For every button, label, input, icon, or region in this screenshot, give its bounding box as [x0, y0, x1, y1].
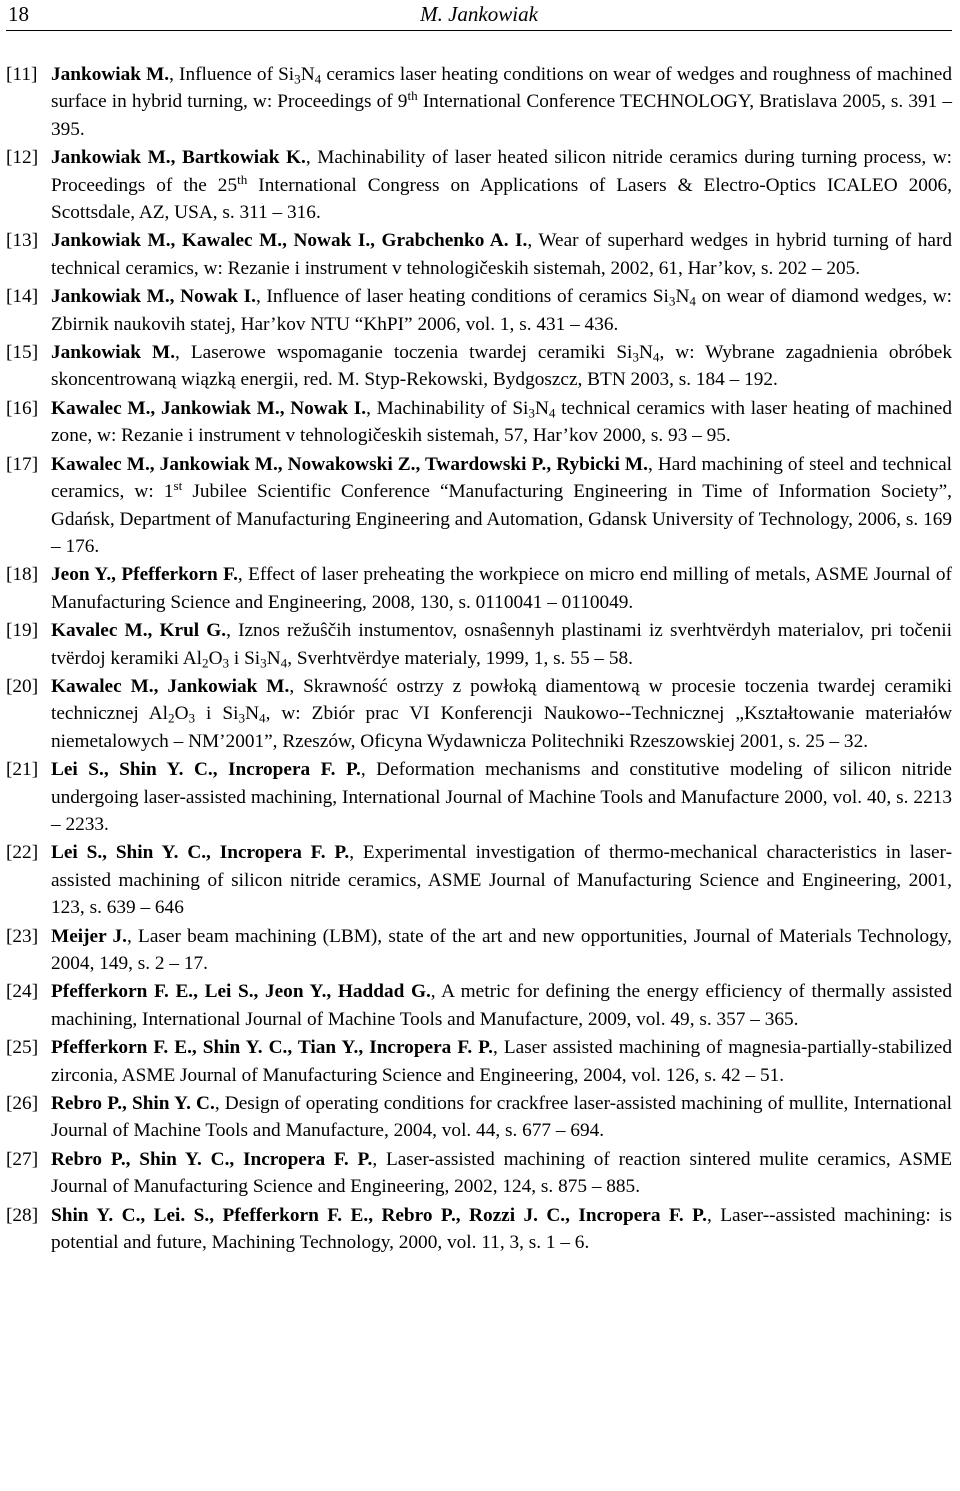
reference-entry — [6, 923, 952, 978]
reference-authors: Rebro P., Shin Y. C. — [51, 1093, 215, 1115]
reference-number: [13] — [6, 230, 39, 252]
reference-entry — [6, 227, 952, 282]
reference-authors: Kawalec M., Jankowiak M., Nowak I. — [51, 397, 367, 419]
reference-number: [22] — [6, 842, 39, 864]
reference-number: [19] — [6, 620, 39, 642]
reference-number: [18] — [6, 564, 39, 586]
reference-authors: Shin Y. C., Lei. S., Pfefferkorn F. E., Rebro P., Rozzi J. C., Incropera F. P. — [51, 1204, 708, 1226]
reference-number: [14] — [6, 286, 39, 308]
reference-number: [17] — [6, 453, 39, 475]
reference-authors: Jankowiak M. — [51, 342, 176, 364]
reference-entry — [6, 339, 952, 394]
reference-number: [20] — [6, 675, 39, 697]
reference-entry — [6, 617, 952, 672]
reference-authors: Rebro P., Shin Y. C., Incropera F. P. — [51, 1148, 373, 1170]
reference-text: , Laser assisted machining of magnesia-partially-stabilized zirconia, ASME Journal of Manufacturing Science and Engineering, 2004, vol. 126, s. 42 – 51. — [51, 1037, 952, 1086]
reference-authors: Pfefferkorn F. E., Shin Y. C., Tian Y., Incropera F. P. — [51, 1037, 494, 1059]
reference-number: [23] — [6, 925, 39, 947]
reference-text: , Influence of laser heating conditions of ceramics $Si_3N_4$ on wear of diamond wedges, w: Zbirnik naukovih statej, Har’kov NTU “KhPI” 2006, vol. 1, s. 431 – 436. — [51, 286, 952, 335]
reference-text: , Machinability of laser heated silicon nitride ceramics during turning process, w: Proceedings of the 25th International Congress on Applications of Lasers & Electro-Optics ICALEO 2006, Scottsdale, AZ, USA, s. 311 – 316. — [51, 147, 953, 224]
reference-number: [21] — [6, 759, 39, 781]
reference-text: , Design of operating conditions for crackfree laser-assisted machining of mullite, International Journal of Machine Tools and Manufacture, 2004, vol. 44, s. 677 – 694. — [51, 1093, 953, 1142]
reference-text: , Skrawność ostrzy z powłoką diamentową w procesie toczenia twardej ceramiki technicznej $Al_2O_3$ i $Si_3N_4$, w: Zbiór prac VI Konferencji Naukowo--Technicznej „Kształtowanie materiałów niemetalowych – NM’2001”, Rzeszów, Oficyna Wydawnicza Politechniki Rzeszowskiej 2001, s. 25 – 32. — [51, 675, 952, 752]
reference-text: , A metric for defining the energy efficiency of thermally assisted machining, International Journal of Machine Tools and Manufacture, 2009, vol. 49, s. 357 – 365. — [51, 981, 952, 1030]
reference-number: [26] — [6, 1093, 39, 1115]
reference-text: , Laserowe wspomaganie toczenia twardej ceramiki $Si_3N_4$, w: Wybrane zagadnienia obróbek skoncentrowaną wiązką energii, red. M. Styp-Rekowski, Bydgoszcz, BTN 2003, s. 184 – 192. — [51, 342, 952, 391]
reference-entry — [6, 1034, 952, 1089]
reference-authors: Lei S., Shin Y. C., Incropera F. P. — [51, 842, 350, 864]
reference-text: , Iznos režuŝčih instumentov, osnaŝennyh plastinami iz sverhtvërdyh materialov, pri točenii tvërdoj keramiki $Al_2O_3$ i $Si_3N_4$, Sverhtvërdye materialy, 1999, 1, s. 55 – 58. — [51, 620, 952, 670]
reference-authors: Meijer J. — [51, 925, 127, 947]
reference-number: [25] — [6, 1037, 39, 1059]
reference-entry — [6, 561, 952, 616]
reference-authors: Jeon Y., Pfefferkorn F. — [51, 564, 238, 586]
reference-text: , Laser--assisted machining: is potential and future, Machining Technology, 2000, vol. 11, 3, s. 1 – 6. — [51, 1204, 952, 1254]
reference-authors: Kawalec M., Jankowiak M. — [51, 675, 290, 697]
reference-number: [15] — [6, 342, 39, 364]
reference-entry — [6, 451, 952, 561]
reference-entry — [6, 395, 952, 450]
reference-text: , Machinability of $Si_3N_4$ technical ceramics with laser heating of machined zone, w: Rezanie i instrument v tehnologičeskih sistemah, 57, Har’kov 2000, s. 93 – 95. — [51, 397, 953, 447]
reference-number: [27] — [6, 1148, 39, 1170]
reference-authors: Pfefferkorn F. E., Lei S., Jeon Y., Haddad G. — [51, 981, 431, 1003]
reference-entry — [6, 1146, 952, 1201]
reference-text: , Wear of superhard wedges in hybrid turning of hard technical ceramics, w: Rezanie i instrument v tehnologičeskih sistemah, 2002, 61, Har’kov, s. 202 – 205. — [51, 230, 953, 279]
reference-text: , Deformation mechanisms and constitutive modeling of silicon nitride undergoing laser-assisted machining, International Journal of Machine Tools and Manufacture 2000, vol. 40, s. 2213 – 2233. — [51, 759, 952, 835]
reference-list — [6, 61, 952, 1256]
reference-text: , Hard machining of steel and technical ceramics, w: 1st Jubilee Scientific Conference “Manufacturing Engineering in Time of Information Society”, Gdańsk, Department of Manufacturing Engineering and Automation, Gdansk University of Technology, 2006, s. 169 – 176. — [51, 453, 952, 557]
reference-entry — [6, 978, 952, 1033]
reference-entry — [6, 283, 952, 338]
reference-authors: Jankowiak M., Bartkowiak K. — [51, 147, 306, 169]
reference-text: , Laser-assisted machining of reaction sintered mulite ceramics, ASME Journal of Manufacturing Science and Engineering, 2002, 124, s. 875 – 885. — [51, 1148, 952, 1198]
running-author: M. Jankowiak — [420, 2, 538, 26]
reference-entry — [6, 839, 952, 921]
reference-entry — [6, 144, 952, 226]
reference-entry — [6, 61, 952, 143]
reference-authors: Jankowiak M., Kawalec M., Nowak I., Grabchenko A. I. — [51, 230, 528, 252]
reference-authors: Kawalec M., Jankowiak M., Nowakowski Z., Twardowski P., Rybicki M. — [51, 453, 648, 475]
reference-number: [28] — [6, 1204, 39, 1226]
running-header — [6, 0, 952, 31]
reference-entry — [6, 673, 952, 755]
page-number: 18 — [8, 2, 29, 26]
reference-entry — [6, 1202, 952, 1257]
reference-text: , Laser beam machining (LBM), state of the art and new opportunities, Journal of Materials Technology, 2004, 149, s. 2 – 17. — [51, 925, 952, 974]
reference-authors: Kavalec M., Krul G. — [51, 620, 227, 642]
reference-text: , Influence of $Si_3N_4$ ceramics laser heating conditions on wear of wedges and roughness of machined surface in hybrid turning, w: Proceedings of 9th International Conference TECHNOLOGY, Bratislava 2005, s. 391 – 395. — [51, 64, 952, 140]
reference-entry — [6, 756, 952, 838]
reference-authors: Jankowiak M. — [51, 64, 170, 85]
reference-authors: Jankowiak M., Nowak I. — [51, 286, 256, 308]
reference-number: [12] — [6, 147, 39, 169]
reference-number: [16] — [6, 397, 39, 419]
reference-entry — [6, 1090, 952, 1145]
reference-text: , Effect of laser preheating the workpiece on micro end milling of metals, ASME Journal of Manufacturing Science and Engineering, 2008, 130, s. 0110041 – 0110049. — [51, 564, 952, 613]
reference-number: [24] — [6, 981, 39, 1003]
reference-number: [11] — [6, 64, 38, 85]
reference-authors: Lei S., Shin Y. C., Incropera F. P. — [51, 759, 361, 781]
reference-text: , Experimental investigation of thermo-mechanical characteristics in laser-assisted machining of silicon nitride ceramics, ASME Journal of Manufacturing Science and Engineering, 2001, 123, s. 639 – 646 — [51, 842, 952, 919]
